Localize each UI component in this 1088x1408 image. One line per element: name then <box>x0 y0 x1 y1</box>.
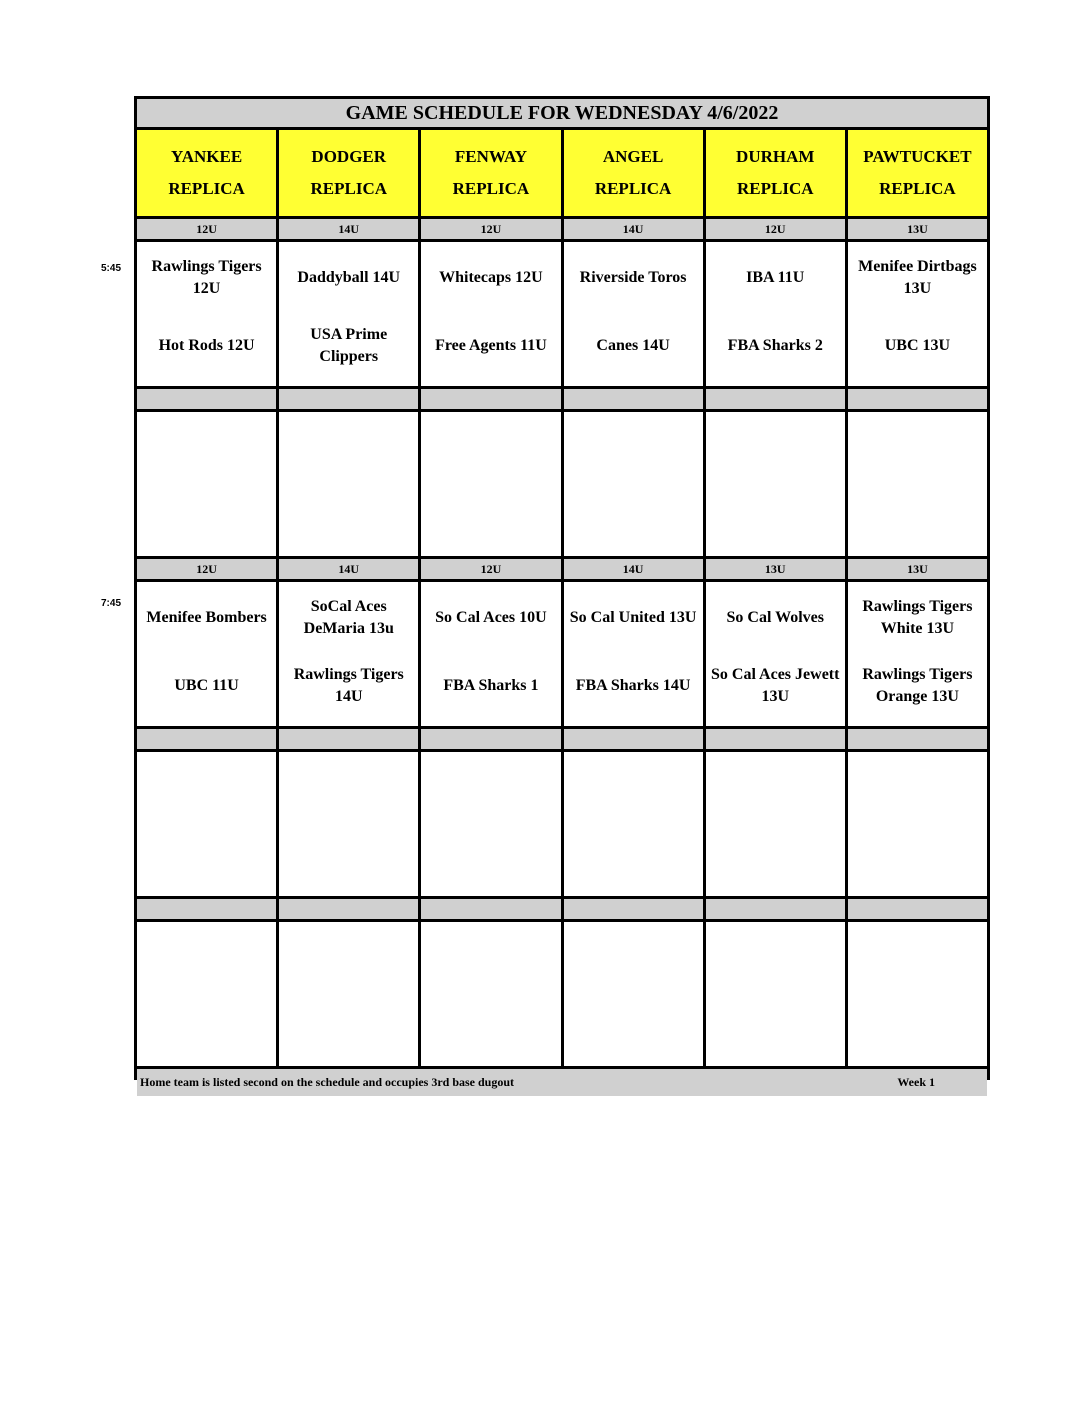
age-group-label: 14U <box>279 559 418 579</box>
game-cell <box>279 242 418 386</box>
empty-cell <box>279 412 418 556</box>
home-team: Canes 14U <box>596 337 670 354</box>
away-team: Rawlings Tigers White 13U <box>862 598 973 637</box>
field-sub: REPLICA <box>452 179 530 198</box>
empty-cell <box>564 412 703 556</box>
field-name: DURHAM <box>736 147 815 166</box>
empty-cell <box>848 412 987 556</box>
empty-cell <box>706 412 845 556</box>
home-team: USA Prime Clippers <box>310 326 388 365</box>
away-team: Rawlings Tigers 12U <box>151 258 262 297</box>
game-cell <box>706 582 845 726</box>
field-name: ANGEL <box>602 147 664 166</box>
field-sub: REPLICA <box>310 179 387 198</box>
empty-cell <box>848 752 987 896</box>
separator-band <box>564 729 703 749</box>
schedule-grid <box>137 99 987 1089</box>
away-team: Menifee Bombers <box>146 609 267 626</box>
field-header-fenway <box>421 130 560 216</box>
separator-band <box>279 729 418 749</box>
age-group-label: 12U <box>706 219 845 239</box>
home-team: Hot Rods 12U <box>158 337 255 354</box>
game-cell <box>848 242 987 386</box>
game-cell <box>421 242 560 386</box>
game-cell <box>564 242 703 386</box>
home-team: FBA Sharks 14U <box>575 677 691 694</box>
age-group-label: 13U <box>848 559 987 579</box>
game-cell <box>564 582 703 726</box>
age-group-label: 14U <box>564 559 703 579</box>
field-sub: REPLICA <box>168 179 245 198</box>
home-team: Rawlings Tigers Orange 13U <box>862 666 973 705</box>
field-header-durham <box>706 130 845 216</box>
age-group-label: 12U <box>421 219 560 239</box>
week-label: Week 1 <box>897 1075 935 1089</box>
separator-band <box>564 389 703 409</box>
schedule-footer <box>137 1069 987 1096</box>
away-team: So Cal Aces 10U <box>435 609 547 626</box>
away-team: SoCal Aces DeMaria 13u <box>303 598 394 637</box>
separator-band <box>137 389 276 409</box>
empty-cell <box>421 412 560 556</box>
field-name: DODGER <box>311 147 387 166</box>
schedule-title: GAME SCHEDULE FOR WEDNESDAY 4/6/2022 <box>137 99 987 127</box>
empty-cell <box>421 922 560 1066</box>
empty-cell <box>421 752 560 896</box>
separator-band <box>848 389 987 409</box>
age-group-label: 12U <box>421 559 560 579</box>
away-team: So Cal United 13U <box>569 609 697 626</box>
empty-cell <box>279 922 418 1066</box>
empty-cell <box>279 752 418 896</box>
away-team: Riverside Toros <box>579 269 687 286</box>
age-group-label: 14U <box>564 219 703 239</box>
home-team: Free Agents 11U <box>435 337 547 354</box>
age-group-label: 13U <box>706 559 845 579</box>
separator-band <box>848 729 987 749</box>
schedule-sheet <box>134 96 990 1089</box>
field-sub: REPLICA <box>736 179 814 198</box>
home-team: FBA Sharks 2 <box>727 337 823 354</box>
home-team: FBA Sharks 1 <box>443 677 539 694</box>
age-group-label: 12U <box>137 219 276 239</box>
separator-band <box>421 389 560 409</box>
game-cell <box>137 242 276 386</box>
empty-cell <box>137 412 276 556</box>
home-team: UBC 13U <box>884 337 951 354</box>
separator-band <box>421 899 560 919</box>
empty-cell <box>137 922 276 1066</box>
game-cell <box>706 242 845 386</box>
separator-band <box>279 389 418 409</box>
separator-band <box>706 729 845 749</box>
age-group-label: 12U <box>137 559 276 579</box>
separator-band <box>137 729 276 749</box>
away-team: Whitecaps 12U <box>439 269 543 286</box>
separator-band <box>137 899 276 919</box>
away-team: So Cal Wolves <box>726 609 824 626</box>
field-name: FENWAY <box>454 147 527 166</box>
separator-band <box>706 389 845 409</box>
home-team: UBC 11U <box>174 677 239 694</box>
time-label-slot-1: 5:45 <box>101 263 122 274</box>
home-team: Rawlings Tigers 14U <box>293 666 404 705</box>
empty-cell <box>706 752 845 896</box>
field-sub: REPLICA <box>594 179 672 198</box>
away-team: IBA 11U <box>746 269 805 286</box>
time-label-slot-2: 7:45 <box>101 598 122 609</box>
game-cell <box>421 582 560 726</box>
empty-cell <box>564 752 703 896</box>
age-group-label: 14U <box>279 219 418 239</box>
field-name: PAWTUCKET <box>863 147 972 166</box>
away-team: Menifee Dirtbags 13U <box>858 258 977 297</box>
game-cell <box>848 582 987 726</box>
away-team: Daddyball 14U <box>297 269 401 286</box>
empty-cell <box>848 922 987 1066</box>
footer-note: Home team is listed second on the schedule and occupies 3rd base dugout <box>140 1075 515 1089</box>
empty-cell <box>706 922 845 1066</box>
age-group-label: 13U <box>848 219 987 239</box>
game-cell <box>137 582 276 726</box>
field-header-yankee <box>137 130 276 216</box>
empty-cell <box>137 752 276 896</box>
separator-band <box>706 899 845 919</box>
separator-band <box>421 729 560 749</box>
field-sub: REPLICA <box>879 179 956 198</box>
separator-band <box>848 899 987 919</box>
separator-band <box>564 899 703 919</box>
game-cell <box>279 582 418 726</box>
empty-cell <box>564 922 703 1066</box>
field-header-pawtucket <box>848 130 987 216</box>
home-team: So Cal Aces Jewett 13U <box>711 666 840 705</box>
field-header-dodger <box>279 130 418 216</box>
field-name: YANKEE <box>170 147 243 166</box>
separator-band <box>279 899 418 919</box>
field-header-angel <box>564 130 703 216</box>
